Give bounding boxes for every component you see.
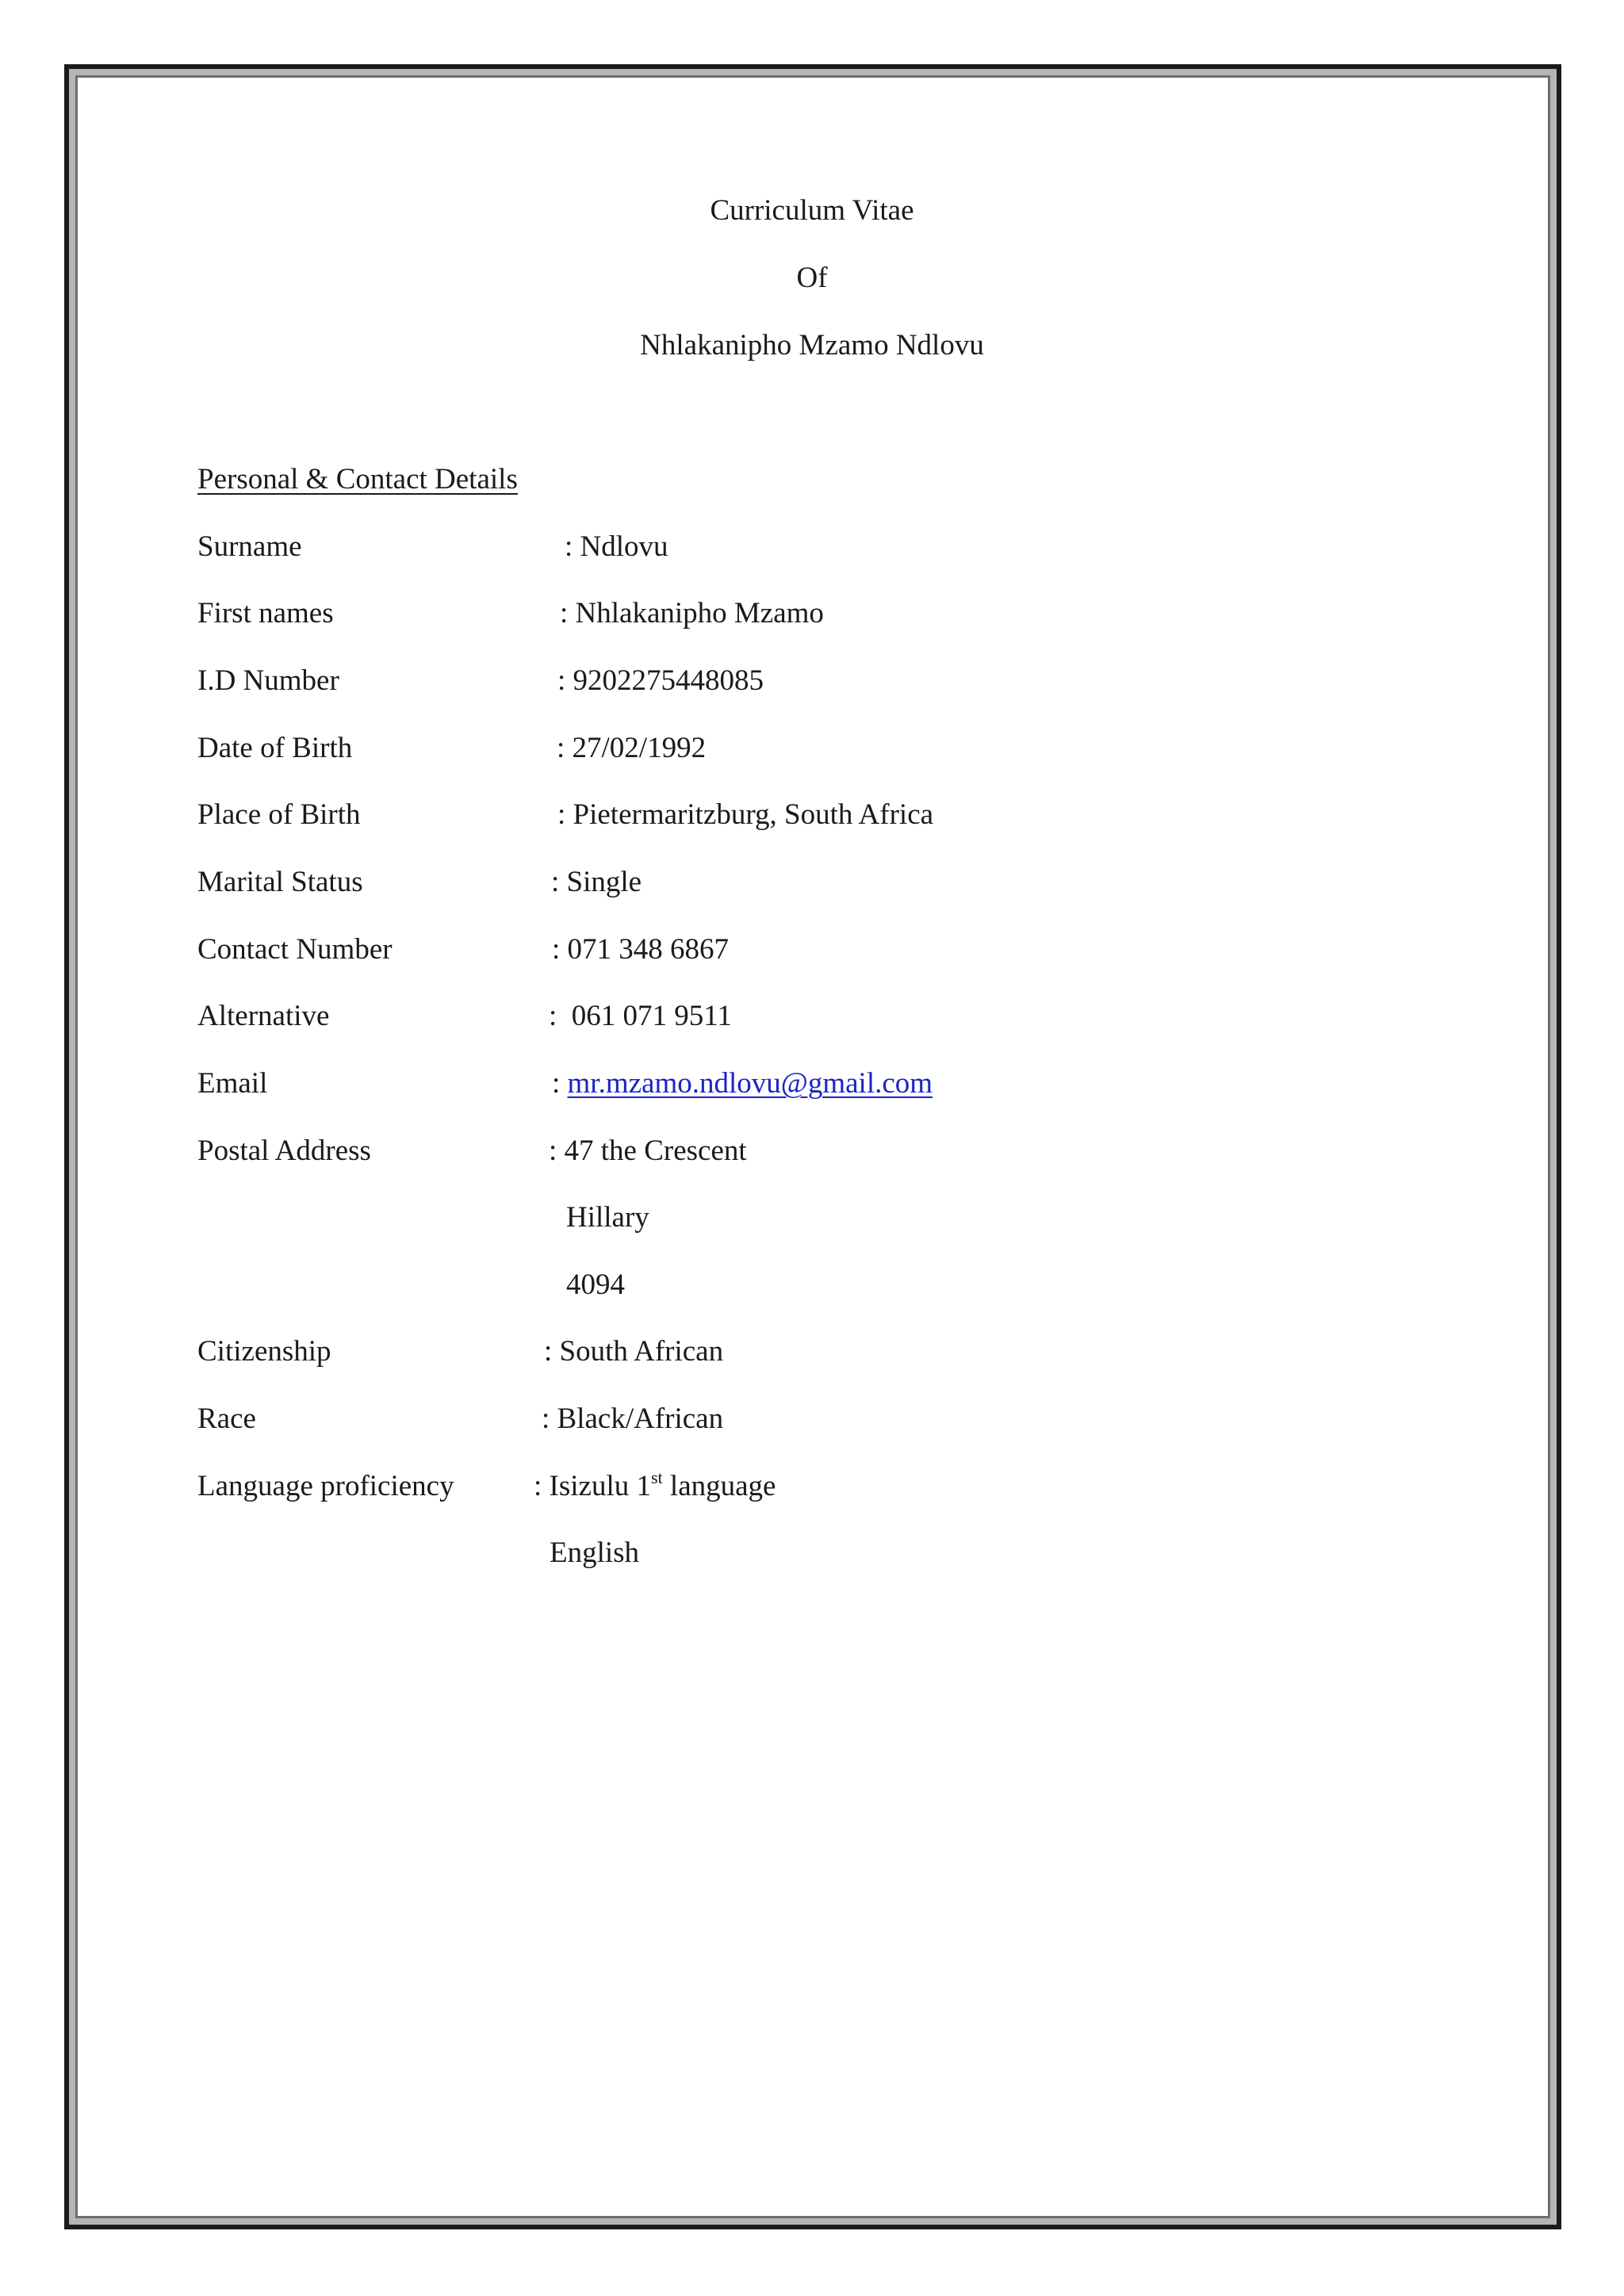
section-heading-personal-contact: Personal & Contact Details bbox=[197, 463, 518, 496]
field-label: Email bbox=[197, 1067, 268, 1100]
language-prefix: : Isizulu 1 bbox=[534, 1470, 651, 1502]
field-row-id-number bbox=[0, 664, 1624, 698]
field-row-language-proficiency bbox=[0, 1469, 1624, 1504]
field-value: : Nhlakanipho Mzamo bbox=[560, 597, 824, 629]
field-label: Date of Birth bbox=[197, 732, 353, 764]
field-value: : Ndlovu bbox=[565, 530, 668, 563]
field-value: 4094 bbox=[566, 1269, 625, 1301]
ordinal-suffix: st bbox=[650, 1468, 663, 1487]
field-row-surname bbox=[0, 530, 1624, 564]
field-label: Language proficiency bbox=[197, 1470, 454, 1502]
field-row-contact-number bbox=[0, 932, 1624, 967]
field-value: : 47 the Crescent bbox=[549, 1135, 747, 1167]
field-row-citizenship bbox=[0, 1334, 1624, 1369]
field-value bbox=[534, 1469, 776, 1504]
field-value: : 061 071 9511 bbox=[549, 1000, 732, 1032]
field-row-postal-address-line2 bbox=[0, 1200, 1624, 1235]
field-value: : 071 348 6867 bbox=[552, 933, 730, 966]
field-label: Marital Status bbox=[197, 866, 363, 898]
field-value bbox=[552, 1066, 933, 1101]
field-value: : Single bbox=[551, 866, 642, 898]
field-value: : 9202275448085 bbox=[557, 664, 764, 697]
field-label: Citizenship bbox=[197, 1335, 331, 1368]
field-row-language-line2 bbox=[0, 1536, 1624, 1571]
field-row-alternative-number bbox=[0, 999, 1624, 1034]
field-row-race bbox=[0, 1402, 1624, 1437]
document-title: Curriculum Vitae bbox=[710, 194, 914, 227]
field-label: First names bbox=[197, 597, 334, 629]
field-row-first-names bbox=[0, 596, 1624, 631]
field-label: Race bbox=[197, 1402, 256, 1435]
field-label: Place of Birth bbox=[197, 798, 361, 831]
field-value: : Pietermaritzburg, South Africa bbox=[557, 798, 934, 831]
field-row-postal-address-line3 bbox=[0, 1268, 1624, 1303]
field-label: I.D Number bbox=[197, 664, 339, 697]
language-suffix: language bbox=[662, 1470, 776, 1502]
field-label: Alternative bbox=[197, 1000, 330, 1032]
field-label: Postal Address bbox=[197, 1135, 371, 1167]
field-label: Contact Number bbox=[197, 933, 393, 966]
email-prefix: : bbox=[552, 1067, 568, 1100]
field-value: : South African bbox=[544, 1335, 724, 1368]
field-value: Hillary bbox=[566, 1201, 649, 1234]
email-link[interactable]: mr.mzamo.ndlovu@gmail.com bbox=[567, 1067, 933, 1100]
field-label: Surname bbox=[197, 530, 302, 563]
field-row-postal-address bbox=[0, 1134, 1624, 1169]
document-title-of: Of bbox=[796, 262, 828, 294]
field-value: English bbox=[550, 1536, 640, 1569]
field-row-date-of-birth bbox=[0, 731, 1624, 766]
field-row-marital-status bbox=[0, 865, 1624, 900]
document-owner-name: Nhlakanipho Mzamo Ndlovu bbox=[640, 329, 984, 362]
field-row-place-of-birth bbox=[0, 798, 1624, 832]
field-row-email bbox=[0, 1066, 1624, 1101]
field-value: : Black/African bbox=[542, 1402, 724, 1435]
field-value: : 27/02/1992 bbox=[557, 732, 707, 764]
